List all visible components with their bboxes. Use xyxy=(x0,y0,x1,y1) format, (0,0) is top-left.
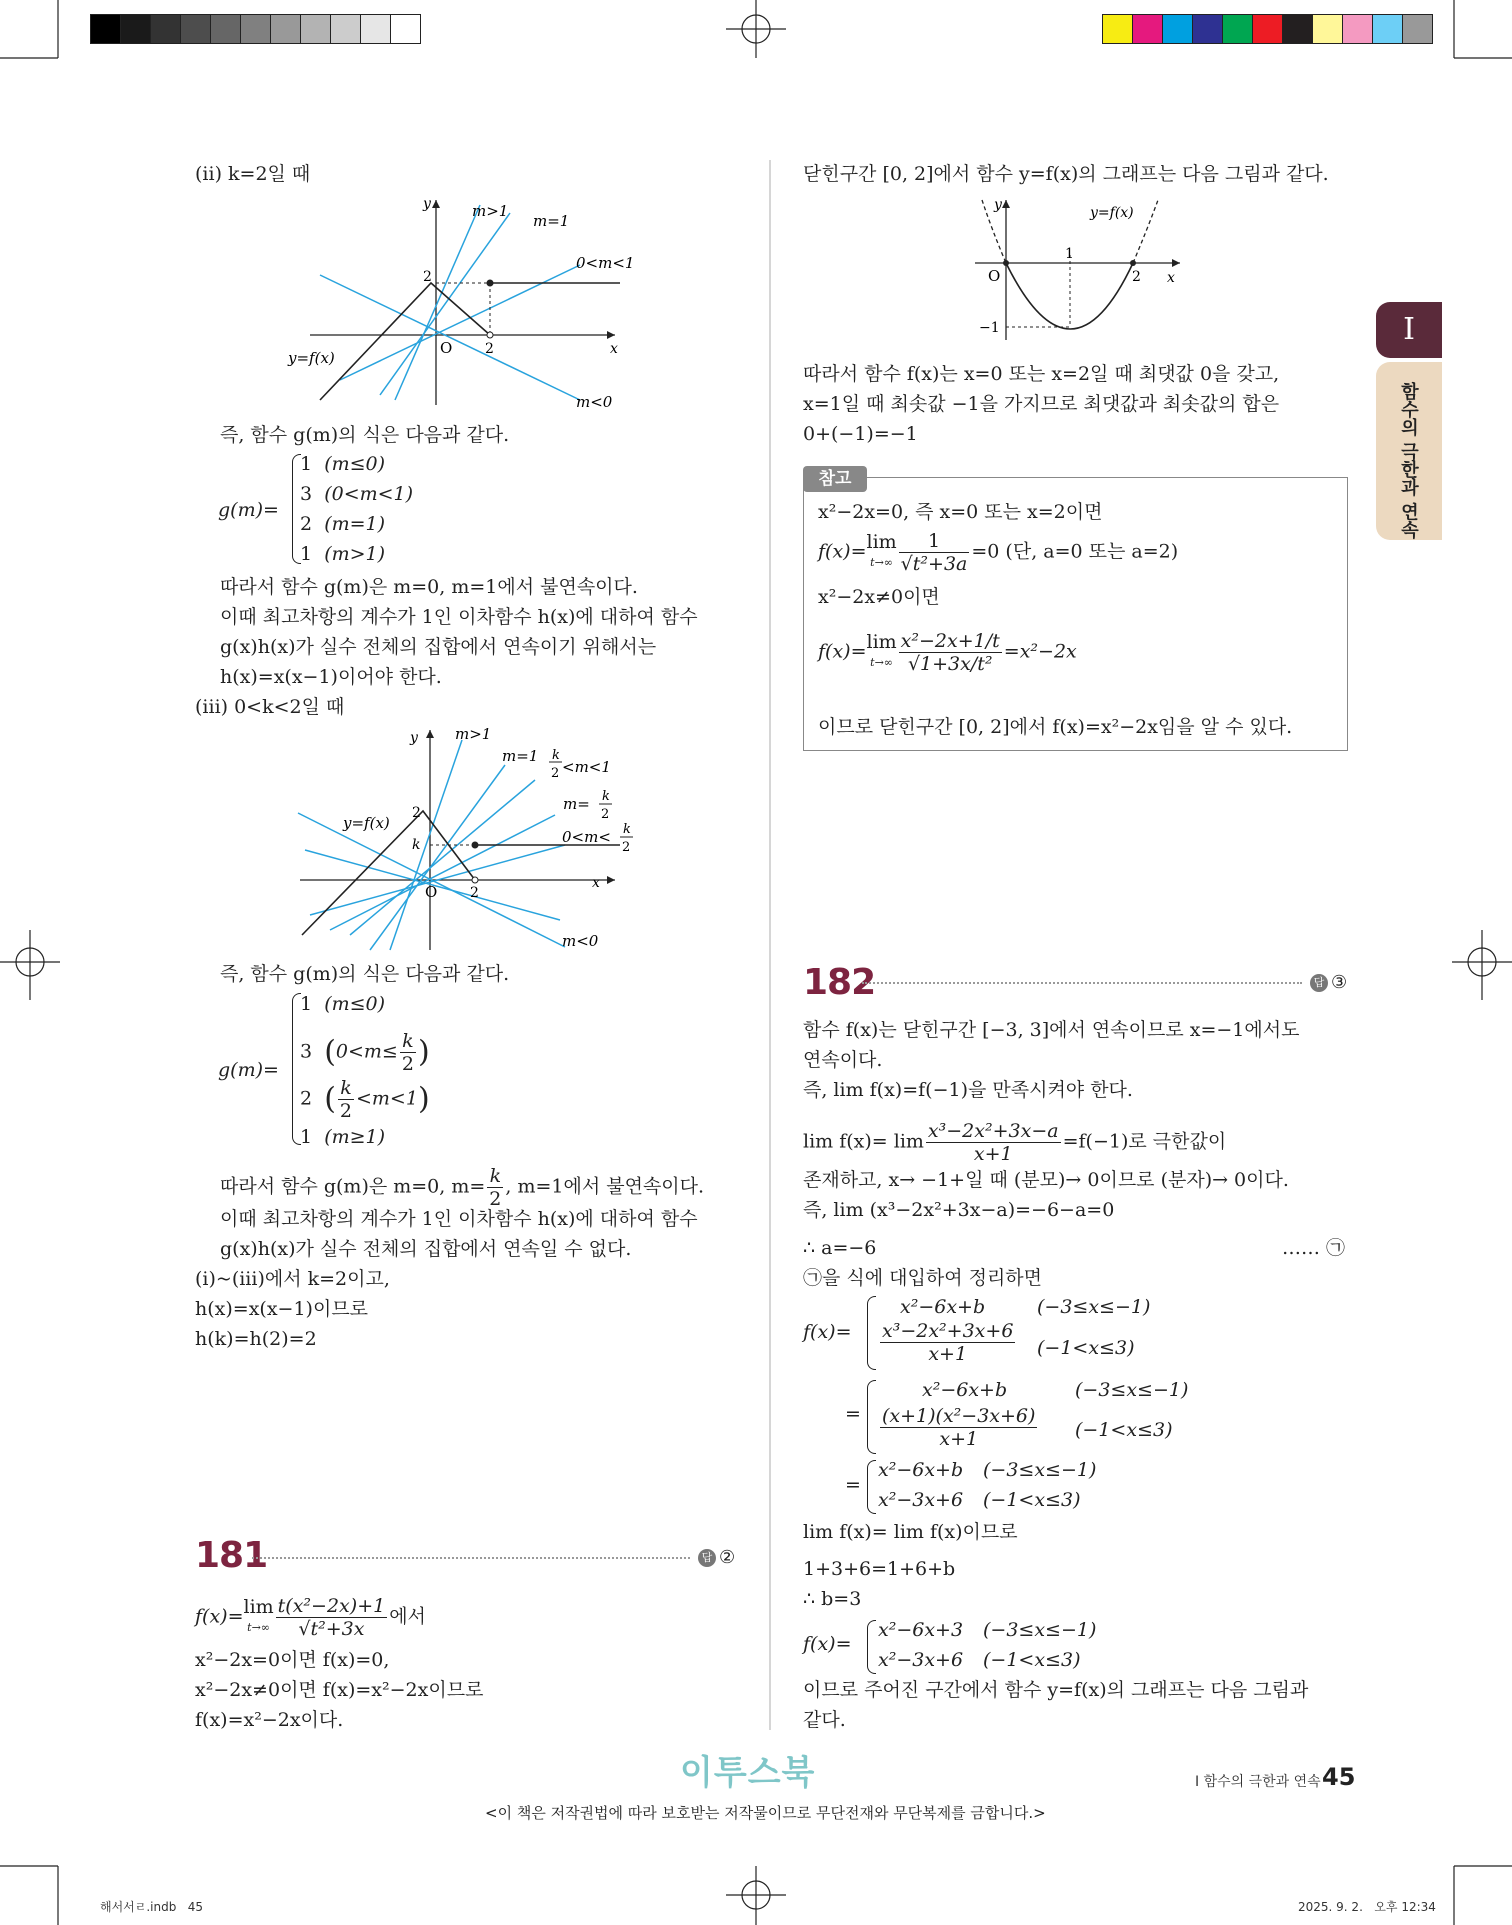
case-iii-row-4: 1 (m≥1) xyxy=(300,1126,386,1148)
reference-line-2: f(x)=lim t→∞ $\frac{1}{\text{√t²+3a}}$ =0 (단, a=0 또는 a=2) xyxy=(818,530,1179,575)
problem-181-formula: f(x)=lim t→∞ $\frac{\text{t(x²−2x)+1}}{\text{√t²+3x}}$ 에서 xyxy=(195,1595,426,1640)
problem-181-line-3: x²−2x≠0이면 f(x)=x²−2x이므로 xyxy=(195,1679,484,1701)
reference-line-3: x²−2x≠0이면 xyxy=(818,586,940,608)
copyright-notice: <이 책은 저작권법에 따라 보호받는 저작물이므로 무단전재와 무단복제를 금합니다.> xyxy=(485,1804,1046,1822)
summary-2: h(x)=x(x−1)이므로 xyxy=(195,1298,369,1320)
reference-line-5: 이므로 닫힌구간 [0, 2]에서 f(x)=x²−2x임을 알 수 있다. xyxy=(818,716,1293,738)
sys1-row-1: x²−6x+b xyxy=(900,1296,986,1318)
svg-text:2: 2 xyxy=(423,269,432,285)
case-ii-heading: (ii) k=2일 때 xyxy=(195,163,311,185)
chapter-title: 함수의 극한과 연속 xyxy=(1398,382,1419,539)
svg-text:m<0: m<0 xyxy=(576,393,613,411)
case-iii-conclusion-3: g(x)h(x)가 실수 전체의 집합에서 연속일 수 없다. xyxy=(220,1238,632,1260)
right-result-2: x=1일 때 최솟값 −1을 가지므로 최댓값과 최솟값의 합은 xyxy=(803,393,1280,415)
svg-text:y: y xyxy=(410,730,418,746)
case-iii-row-2: 3 (0<m≤ $\frac{k}{2}$ ) xyxy=(300,1030,430,1075)
svg-text:y: y xyxy=(423,196,431,212)
problem-181-line-2: x²−2x=0이면 f(x)=0, xyxy=(195,1649,390,1671)
graph-case-ii xyxy=(280,195,640,420)
case-ii-row: 3 (0<m<1) xyxy=(300,483,414,505)
svg-text:x: x xyxy=(610,341,618,357)
svg-text:x: x xyxy=(592,875,600,891)
chapter-number-tab[interactable]: I xyxy=(1376,302,1442,358)
sys2-eq: = xyxy=(845,1403,861,1425)
sys4-row-1-cond: (−3≤x≤−1) xyxy=(983,1619,1097,1641)
svg-text:k: k xyxy=(552,748,560,763)
svg-text:2: 2 xyxy=(1132,269,1141,285)
svg-text:m=1: m=1 xyxy=(502,747,539,765)
right-result-3: 0+(−1)=−1 xyxy=(803,423,918,445)
print-timestamp: 2025. 9. 2. 오후 12:34 xyxy=(1298,1900,1436,1914)
problem-182-line-1: 함수 f(x)는 닫힌구간 [−3, 3]에서 연속이므로 x=−1에서도 xyxy=(803,1019,1300,1041)
problem-182-number: 182 xyxy=(803,962,876,1003)
problem-182-line-9: lim f(x)= lim f(x)이므로 xyxy=(803,1521,1018,1543)
svg-text:k: k xyxy=(623,822,631,837)
svg-text:m>1: m>1 xyxy=(472,202,509,220)
problem-182-line-3: 즉, lim f(x)=f(−1)을 만족시켜야 한다. xyxy=(803,1079,1133,1101)
svg-text:2: 2 xyxy=(470,885,479,901)
problem-181-number: 181 xyxy=(195,1535,268,1576)
svg-text:m=1: m=1 xyxy=(533,212,570,230)
sys2-row-2-cond: (−1<x≤3) xyxy=(1075,1419,1173,1441)
svg-text:O: O xyxy=(440,339,453,357)
reference-label: 참고 xyxy=(803,466,867,492)
reference-line-1: x²−2x=0, 즉 x=0 또는 x=2이면 xyxy=(818,501,1103,523)
svg-text:y=f(x): y=f(x) xyxy=(1090,205,1134,221)
sys1-row-2: $\frac{\text{x³−2x²+3x+6}}{x+1}$ xyxy=(882,1320,1014,1365)
sys2-row-1: x²−6x+b xyxy=(922,1379,1008,1401)
svg-text:2: 2 xyxy=(601,807,610,822)
svg-text:O: O xyxy=(988,267,1001,285)
sys1-row-2-cond: (−1<x≤3) xyxy=(1037,1337,1135,1359)
case-ii-conclusion-3: g(x)h(x)가 실수 전체의 집합에서 연속이기 위해서는 xyxy=(220,636,657,658)
sys3-eq: = xyxy=(845,1474,861,1496)
problem-182-line-7: ∴ a=−6 xyxy=(803,1237,877,1259)
svg-text:y: y xyxy=(994,197,1002,213)
sys4-label: f(x)= xyxy=(803,1633,852,1655)
svg-text:<m<1: <m<1 xyxy=(562,758,611,776)
problem-182-mark: …… ㉠ xyxy=(1282,1237,1346,1259)
svg-text:y=f(x): y=f(x) xyxy=(343,814,390,832)
sys2-row-1-cond: (−3≤x≤−1) xyxy=(1075,1379,1189,1401)
footer-chapter: I 함수의 극한과 연속 xyxy=(1195,1774,1321,1790)
line-m-gt1 xyxy=(395,205,480,400)
summary-3: h(k)=h(2)=2 xyxy=(195,1328,317,1350)
case-ii-conclusion-1: 따라서 함수 g(m)은 m=0, m=1에서 불연속이다. xyxy=(220,576,638,598)
svg-text:2: 2 xyxy=(485,341,494,357)
problem-182-line-5: 존재하고, x→ −1+일 때 (분모)→ 0이므로 (분자)→ 0이다. xyxy=(803,1169,1289,1191)
line-m-eq1 xyxy=(370,765,505,950)
problem-182-line-4: lim f(x)= lim $\frac{\text{x³−2x²+3x−a}}{x+1}$ =f(−1)로 극한값이 xyxy=(803,1120,1227,1165)
sys2-brace xyxy=(867,1380,876,1454)
problem-181-dots xyxy=(252,1557,690,1559)
reference-line-4: f(x)=lim t→∞ $\frac{\text{x²−2x+1/t}}{\text{√1+3x/t²}}$ =x²−2x xyxy=(818,630,1077,675)
sys1-brace xyxy=(867,1296,876,1370)
line-m-gt1 xyxy=(390,740,462,950)
problem-182-line-10: 1+3+6=1+6+b xyxy=(803,1558,956,1580)
problem-182-line-2: 연속이다. xyxy=(803,1049,883,1071)
sys4-row-2-cond: (−1<x≤3) xyxy=(983,1649,1081,1671)
case-ii-intro: 즉, 함수 g(m)의 식은 다음과 같다. xyxy=(220,424,510,446)
svg-text:x: x xyxy=(1167,270,1175,286)
file-info: 해서서ㄹ.indb 45 xyxy=(100,1900,204,1914)
case-ii-gm-label: g(m)= xyxy=(218,499,279,521)
problem-182-line-8: ㉠을 식에 대입하여 정리하면 xyxy=(803,1267,1043,1289)
problem-181-line-4: f(x)=x²−2x이다. xyxy=(195,1709,344,1731)
problem-182-dots xyxy=(862,982,1302,984)
sys4-brace xyxy=(867,1620,876,1674)
svg-text:−1: −1 xyxy=(979,320,1000,336)
case-iii-gm-label: g(m)= xyxy=(218,1059,279,1081)
case-ii-row: 2 (m=1) xyxy=(300,513,386,535)
case-iii-intro: 즉, 함수 g(m)의 식은 다음과 같다. xyxy=(220,963,510,985)
svg-text:2: 2 xyxy=(551,766,560,781)
case-iii-conclusion-2: 이때 최고차항의 계수가 1인 이차함수 h(x)에 대하여 함수 xyxy=(220,1208,698,1230)
line-m-lt0 xyxy=(320,275,580,400)
problem-182-line-12: 이므로 주어진 구간에서 함수 y=f(x)의 그래프는 다음 그림과 xyxy=(803,1679,1309,1701)
sys2-row-2: $\frac{\text{(x+1)(x²−3x+6)}}{x+1}$ xyxy=(882,1405,1036,1450)
case-ii-conclusion-4: h(x)=x(x−1)이어야 한다. xyxy=(220,666,442,688)
svg-text:m=: m= xyxy=(563,795,590,813)
case-iii-heading: (iii) 0<k<2일 때 xyxy=(195,696,345,718)
graph-case-iii xyxy=(290,725,650,955)
svg-text:m<0: m<0 xyxy=(562,932,599,950)
svg-text:1: 1 xyxy=(1065,246,1074,262)
problem-182-line-6: 즉, lim (x³−2x²+3x−a)=−6−a=0 xyxy=(803,1199,1115,1221)
sys4-row-1: x²−6x+3 xyxy=(878,1619,964,1641)
case-iii-row-3: 2 ( $\frac{k}{2}$ <m<1) xyxy=(300,1077,430,1122)
svg-text:k: k xyxy=(412,837,421,853)
case-iii-conclusion-1: 따라서 함수 g(m)은 m=0, m= $\frac{k}{2}$ , m=1에서 불연속이다. xyxy=(220,1165,705,1210)
problem-182-line-11: ∴ b=3 xyxy=(803,1588,862,1610)
svg-text:y=f(x): y=f(x) xyxy=(288,349,335,367)
case-ii-row: 1 (m>1) xyxy=(300,543,386,565)
case-iii-row-1: 1 (m≤0) xyxy=(300,993,386,1015)
sys3-row-1: x²−6x+b xyxy=(878,1459,964,1481)
problem-182-line-13: 같다. xyxy=(803,1709,846,1731)
page-number: 45 xyxy=(1322,1763,1356,1791)
graph-parabola xyxy=(970,195,1185,345)
right-result-1: 따라서 함수 f(x)는 x=0 또는 x=2일 때 최댓값 0을 갖고, xyxy=(803,363,1280,385)
svg-text:O: O xyxy=(425,883,438,901)
case-ii-conclusion-2: 이때 최고차항의 계수가 1인 이차함수 h(x)에 대하여 함수 xyxy=(220,606,698,628)
sys1-label: f(x)= xyxy=(803,1321,852,1343)
sys3-row-2: x²−3x+6 xyxy=(878,1489,964,1511)
svg-text:m>1: m>1 xyxy=(455,725,492,743)
svg-text:2: 2 xyxy=(412,805,421,821)
problem-181-answer: 답 ② xyxy=(698,1547,735,1568)
sys1-row-1-cond: (−3≤x≤−1) xyxy=(1037,1296,1151,1318)
sys3-row-2-cond: (−1<x≤3) xyxy=(983,1489,1081,1511)
sys3-row-1-cond: (−3≤x≤−1) xyxy=(983,1459,1097,1481)
case-ii-row: 1 (m≤0) xyxy=(300,453,386,475)
svg-text:0<m<1: 0<m<1 xyxy=(576,254,635,272)
svg-text:2: 2 xyxy=(622,840,631,855)
sys3-brace xyxy=(867,1460,876,1514)
svg-text:k: k xyxy=(602,789,610,804)
svg-text:0<m<: 0<m< xyxy=(562,828,611,846)
publisher-logo: 이투스북 xyxy=(680,1753,816,1793)
right-intro: 닫힌구간 [0, 2]에서 함수 y=f(x)의 그래프는 다음 그림과 같다. xyxy=(803,163,1329,185)
problem-182-answer: 답 ③ xyxy=(1310,972,1347,993)
sys4-row-2: x²−3x+6 xyxy=(878,1649,964,1671)
summary-1: (i)~(iii)에서 k=2이고, xyxy=(195,1268,390,1290)
